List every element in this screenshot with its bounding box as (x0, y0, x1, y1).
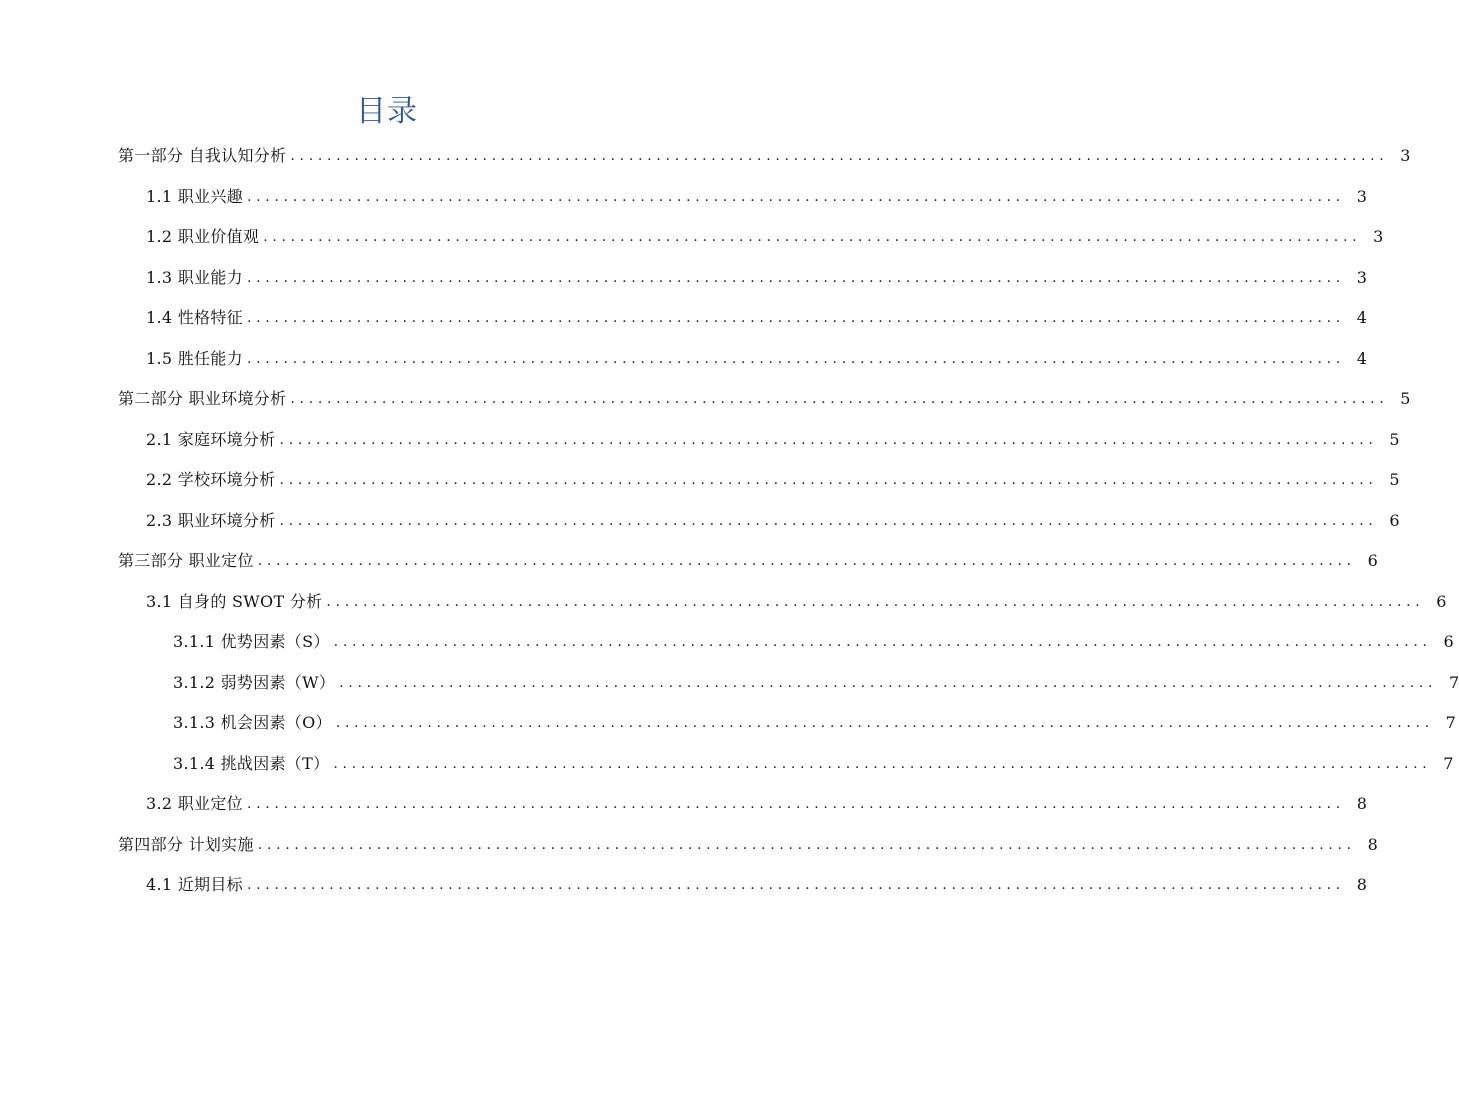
toc-entry-label: 第三部分 职业定位 (118, 551, 254, 571)
toc-page-number: 3 (1373, 227, 1384, 247)
toc-entry[interactable] (0, 460, 1400, 501)
toc-page-number: 3 (1400, 146, 1411, 166)
toc-entry-label: 1.3 职业能力 (146, 267, 243, 287)
toc-page-number: 8 (1356, 794, 1367, 814)
toc-entry[interactable] (0, 339, 1367, 380)
toc-dot-leader: ........................................................................................................................ (335, 715, 1434, 732)
toc-entry[interactable] (0, 298, 1367, 339)
toc-entry-label: 1.5 胜任能力 (146, 348, 243, 368)
toc-entry-label: 3.1 自身的 SWOT 分析 (146, 591, 323, 611)
toc-page-number: 5 (1400, 389, 1411, 409)
toc-entry[interactable] (0, 703, 1456, 744)
toc-dot-leader: ........................................................................................................................ (279, 512, 1378, 529)
toc-dot-leader: ........................................................................................................................ (263, 229, 1362, 246)
toc-page-number: 5 (1389, 429, 1400, 449)
toc-page-number: 5 (1389, 470, 1400, 490)
toc-dot-leader: ........................................................................................................................ (257, 836, 1356, 853)
toc-entry-label: 3.1.3 机会因素（O） (173, 713, 332, 733)
toc-entry-label: 第四部分 计划实施 (118, 834, 254, 854)
toc-entry-label: 3.2 职业定位 (146, 794, 243, 814)
toc-page-number: 6 (1389, 510, 1400, 530)
toc-dot-leader: ........................................................................................................................ (279, 431, 1378, 448)
toc-entry-label: 2.3 职业环境分析 (146, 510, 276, 530)
toc-entry[interactable] (0, 136, 1411, 177)
toc-entry[interactable] (0, 622, 1454, 663)
toc-dot-leader: ........................................................................................................................ (290, 391, 1389, 408)
toc-entry[interactable] (0, 744, 1454, 785)
toc-page-number: 8 (1367, 834, 1378, 854)
toc-entry-label: 第一部分 自我认知分析 (118, 146, 287, 166)
toc-page-number: 8 (1356, 875, 1367, 895)
toc-entry[interactable] (0, 217, 1384, 258)
toc-page-number: 4 (1356, 308, 1367, 328)
toc-entry[interactable] (0, 784, 1367, 825)
toc-dot-leader: ........................................................................................................................ (257, 553, 1356, 570)
toc-dot-leader: ........................................................................................................................ (290, 148, 1389, 165)
toc-dot-leader: ........................................................................................................................ (246, 269, 1345, 286)
toc-dot-leader: ........................................................................................................................ (326, 593, 1425, 610)
toc-dot-leader: ........................................................................................................................ (246, 796, 1345, 813)
toc-entry-label: 2.2 学校环境分析 (146, 470, 276, 490)
toc-dot-leader: ........................................................................................................................ (246, 188, 1345, 205)
toc-dot-leader: ........................................................................................................................ (279, 472, 1378, 489)
toc-page-number: 3 (1356, 186, 1367, 206)
toc-page-number: 6 (1443, 632, 1454, 652)
toc-entry[interactable] (0, 582, 1447, 623)
toc-page-number: 3 (1356, 267, 1367, 287)
toc-page-number: 6 (1436, 591, 1447, 611)
toc-page-number: 7 (1445, 713, 1456, 733)
toc-entry[interactable] (0, 825, 1378, 866)
toc-page-number: 7 (1443, 753, 1454, 773)
toc-dot-leader: ........................................................................................................................ (339, 674, 1438, 691)
toc-dot-leader: ........................................................................................................................ (246, 350, 1345, 367)
toc-entry-label: 3.1.4 挑战因素（T） (173, 753, 330, 773)
toc-page-number: 6 (1367, 551, 1378, 571)
toc-entry[interactable] (0, 420, 1400, 461)
toc-entry[interactable] (0, 663, 1459, 704)
toc-entry-label: 2.1 家庭环境分析 (146, 429, 276, 449)
toc-list (0, 136, 1459, 906)
toc-entry-label: 1.2 职业价值观 (146, 227, 260, 247)
toc-entry-label: 3.1.1 优势因素（S） (173, 632, 330, 652)
toc-title: 目录 (356, 94, 418, 129)
toc-dot-leader: ........................................................................................................................ (246, 877, 1345, 894)
toc-entry-label: 4.1 近期目标 (146, 875, 243, 895)
toc-entry-label: 3.1.2 弱势因素（W） (173, 672, 336, 692)
toc-entry[interactable] (0, 541, 1378, 582)
toc-entry-label: 1.4 性格特征 (146, 308, 243, 328)
toc-entry-label: 1.1 职业兴趣 (146, 186, 243, 206)
toc-entry[interactable] (0, 501, 1400, 542)
toc-page-number: 4 (1356, 348, 1367, 368)
toc-dot-leader: ........................................................................................................................ (246, 310, 1345, 327)
toc-page-number: 7 (1449, 672, 1459, 692)
toc-entry[interactable] (0, 865, 1367, 906)
toc-entry-label: 第二部分 职业环境分析 (118, 389, 287, 409)
toc-entry[interactable] (0, 177, 1367, 218)
toc-dot-leader: ........................................................................................................................ (333, 634, 1432, 651)
toc-entry[interactable] (0, 379, 1411, 420)
toc-entry[interactable] (0, 258, 1367, 299)
toc-dot-leader: ........................................................................................................................ (333, 755, 1432, 772)
